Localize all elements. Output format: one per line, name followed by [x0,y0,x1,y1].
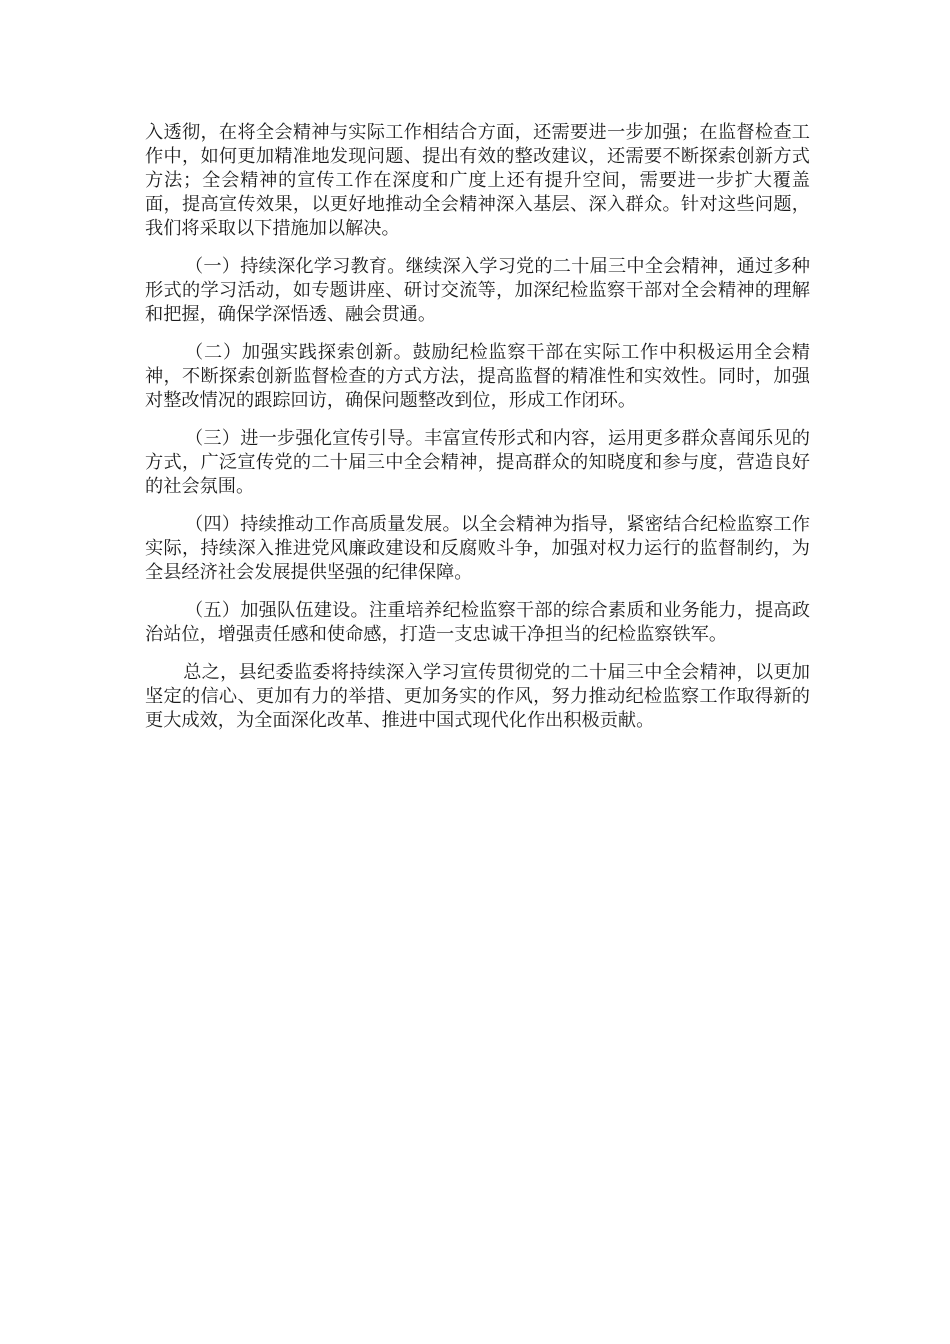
paragraph-measure-5: （五）加强队伍建设。注重培养纪检监察干部的综合素质和业务能力，提高政治站位，增强责任感和使命感，打造一支忠诚干净担当的纪检监察铁军。 [145,600,810,645]
paragraph-measure-1: （一）持续深化学习教育。继续深入学习党的二十届三中全会精神，通过多种形式的学习活动，如专题讲座、研讨交流等，加深纪检监察干部对全会精神的理解和把握，确保学深悟透、融会贯通。 [145,256,810,325]
paragraph-measure-3: （三）进一步强化宣传引导。丰富宣传形式和内容，运用更多群众喜闻乐见的方式，广泛宣传党的二十届三中全会精神，提高群众的知晓度和参与度，营造良好的社会氛围。 [145,428,810,497]
document-body [145,121,810,747]
paragraph-continuation: 入透彻，在将全会精神与实际工作相结合方面，还需要进一步加强；在监督检查工作中，如何更加精准地发现问题、提出有效的整改建议，还需要不断探索创新方式方法；全会精神的宣传工作在深度和广度上还有提升空间，需要进一步扩大覆盖面，提高宣传效果，以更好地推动全会精神深入基层、深入群众。针对这些问题，我们将采取以下措施加以解决。 [145,122,810,239]
paragraph-measure-4: （四）持续推动工作高质量发展。以全会精神为指导，紧密结合纪检监察工作实际，持续深入推进党风廉政建设和反腐败斗争，加强对权力运行的监督制约，为全县经济社会发展提供坚强的纪律保障。 [145,514,810,583]
paragraph-conclusion: 总之，县纪委监委将持续深入学习宣传贯彻党的二十届三中全会精神，以更加坚定的信心、更加有力的举措、更加务实的作风，努力推动纪检监察工作取得新的更大成效，为全面深化改革、推进中国式现代化作出积极贡献。 [145,662,810,731]
paragraph-measure-2: （二）加强实践探索创新。鼓励纪检监察干部在实际工作中积极运用全会精神，不断探索创新监督检查的方式方法，提高监督的精准性和实效性。同时，加强对整改情况的跟踪回访，确保问题整改到位，形成工作闭环。 [145,342,810,411]
